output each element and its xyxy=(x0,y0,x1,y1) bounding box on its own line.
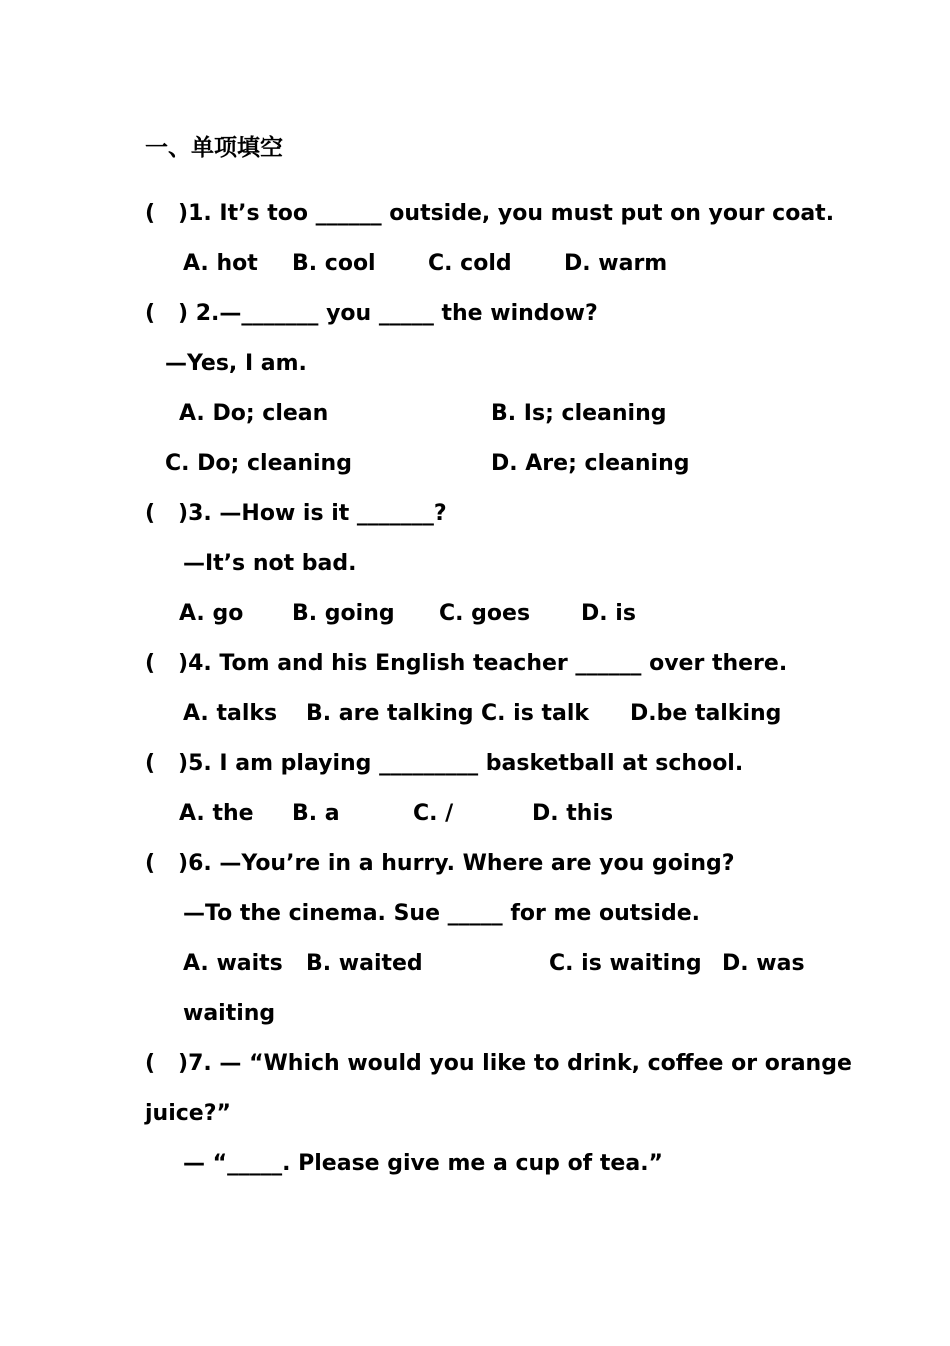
question-3-option-c: C. goes xyxy=(439,601,531,626)
question-6-stem: ( )6. —You’re in a hurry. Where are you going? xyxy=(145,851,735,876)
question-1-option-a: A. hot xyxy=(183,251,258,276)
question-2-option-d: D. Are; cleaning xyxy=(491,451,690,476)
question-5-option-a: A. the xyxy=(179,801,254,826)
question-3-stem: ( )3. —How is it _______? xyxy=(145,501,447,526)
question-2-option-a: A. Do; clean xyxy=(179,401,329,426)
question-4-option-c: C. is talk xyxy=(481,701,589,726)
question-6-option-d-wrap: waiting xyxy=(183,1001,276,1026)
question-4-option-a: A. talks xyxy=(183,701,278,726)
question-5-stem: ( )5. I am playing _________ basketball at school. xyxy=(145,751,744,776)
question-5-option-d: D. this xyxy=(532,801,614,826)
question-2-reply: —Yes, I am. xyxy=(165,351,307,376)
question-4-option-d: D.be talking xyxy=(630,701,782,726)
question-6-option-b: B. waited xyxy=(306,951,423,976)
question-2-option-c: C. Do; cleaning xyxy=(165,451,352,476)
question-2-stem: ( ) 2.—_______ you _____ the window? xyxy=(145,301,598,326)
question-5-option-b: B. a xyxy=(292,801,340,826)
question-4-option-b: B. are talking xyxy=(306,701,474,726)
question-1-option-c: C. cold xyxy=(428,251,512,276)
question-1-option-b: B. cool xyxy=(292,251,376,276)
question-6-option-a: A. waits xyxy=(183,951,283,976)
question-6-option-d: D. was xyxy=(722,951,805,976)
question-5-option-c: C. / xyxy=(413,801,454,826)
question-7-stem: ( )7. — “Which would you like to drink, coffee or orange xyxy=(145,1051,852,1076)
question-1-stem: ( )1. It’s too ______ outside, you must put on your coat. xyxy=(145,201,835,226)
question-3-option-b: B. going xyxy=(292,601,395,626)
question-2-option-b: B. Is; cleaning xyxy=(491,401,667,426)
question-7-stem-wrap: juice?” xyxy=(145,1101,231,1126)
question-4-stem: ( )4. Tom and his English teacher ______ over there. xyxy=(145,651,788,676)
question-6-reply: —To the cinema. Sue _____ for me outside. xyxy=(183,901,700,926)
question-3-reply: —It’s not bad. xyxy=(183,551,357,576)
question-3-option-d: D. is xyxy=(581,601,636,626)
question-3-option-a: A. go xyxy=(179,601,244,626)
question-7-reply: — “_____. Please give me a cup of tea.” xyxy=(183,1151,664,1176)
question-1-option-d: D. warm xyxy=(564,251,668,276)
section-title: 一、单项填空 xyxy=(145,135,283,161)
question-6-option-c: C. is waiting xyxy=(549,951,702,976)
